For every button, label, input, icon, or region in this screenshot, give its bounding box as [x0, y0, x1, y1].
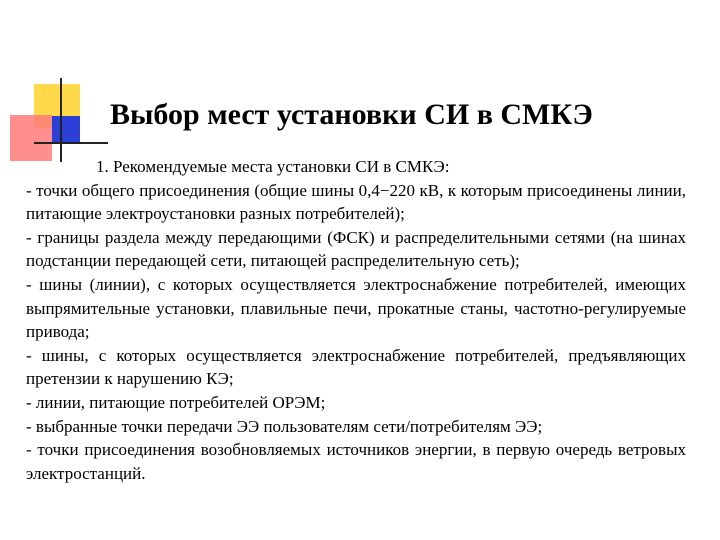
list-item: - шины, с которых осуществляется электроснабжение потребителей, предъявляющих претензии к нарушению КЭ;: [26, 345, 686, 389]
list-item: - точки общего присоединения (общие шины 0,4−220 кВ, к которым присоединены линии, питающие электроустановки разных потребителей);: [26, 180, 686, 224]
intro-line: 1. Рекомендуемые места установки СИ в СМКЭ:: [96, 157, 450, 176]
list-item: - точки присоединения возобновляемых источников энергии, в первую очередь ветровых электростанций.: [26, 440, 686, 483]
slide-title: Выбор мест установки СИ в СМКЭ: [110, 98, 593, 131]
list-item: - выбранные точки передачи ЭЭ пользователям сети/потребителям ЭЭ;: [26, 416, 543, 436]
list-item: - линии, питающие потребителей ОРЭМ;: [26, 392, 326, 412]
list-item: - границы раздела между передающими (ФСК) и распределительными сетями (на шинах подстанции передающей сети, питающей распределительную сеть);: [26, 227, 686, 271]
decor-vertical-line: [60, 78, 62, 162]
decor-blue-square: [52, 116, 80, 144]
decor-horizontal-line: [34, 142, 108, 144]
list-item: - шины (линии), с которых осуществляется электроснабжение потребителей, имеющих выпрямительные установки, плавильные печи, прокатные станы, частотно-регулируемые привода;: [26, 274, 686, 342]
slide-body: [26, 155, 686, 485]
